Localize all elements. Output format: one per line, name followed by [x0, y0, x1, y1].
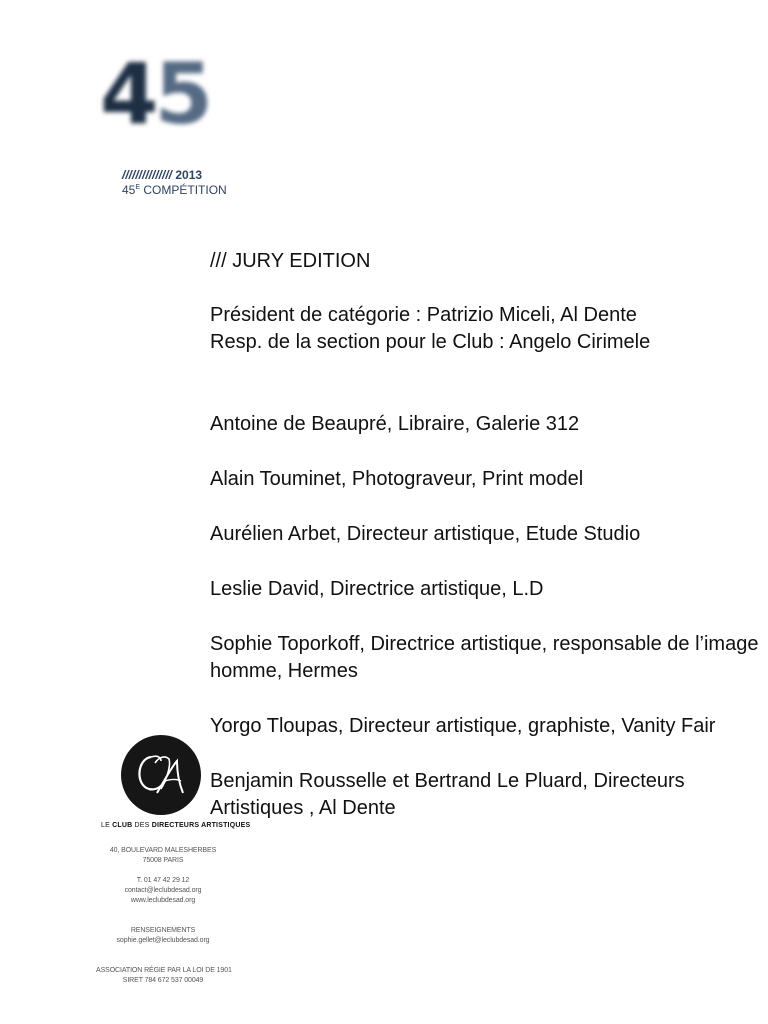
president-line: Président de catégorie : Patrizio Miceli, Al Dente — [210, 304, 637, 326]
club-website: www.leclubdesad.org — [130, 897, 196, 904]
club-name: LE CLUB DES DIRECTEURS ARTISTIQUES — [101, 822, 251, 829]
jury-member: Alain Touminet, Photograveur, Print model — [210, 468, 584, 490]
jury-member: Sophie Toporkoff, Directrice artistique, responsable de l’image homme, Hermes — [210, 633, 759, 682]
jury-member: Benjamin Rousselle et Bertrand Le Pluard, Directeurs Artistiques , Al Dente — [210, 770, 685, 819]
jury-member: Aurélien Arbet, Directeur artistique, Etude Studio — [210, 523, 641, 545]
page-title: /// JURY EDITION — [210, 250, 371, 272]
club-info: RENSEIGNEMENTS sophie.gellet@leclubdesad.org — [96, 926, 230, 946]
club-legal: ASSOCIATION RÉGIE PAR LA LOI DE 1901 SIRET 784 672 537 00049 — [96, 967, 232, 984]
cda-monogram-icon — [121, 735, 201, 815]
competition-number: 45 — [122, 183, 136, 197]
logo-digit-5: 5 — [154, 45, 209, 143]
responsible-line: Resp. de la section pour le Club : Angelo Cirimele — [210, 331, 651, 353]
jury-member: Antoine de Beaupré, Libraire, Galerie 312 — [210, 413, 580, 435]
info-email: sophie.gellet@leclubdesad.org — [116, 937, 210, 944]
club-address: 40, BOULEVARD MALESHERBES 75008 PARIS — [109, 847, 217, 864]
competition-line — [122, 183, 227, 197]
club-email: contact@leclubdesad.org — [124, 887, 202, 894]
year-line — [122, 168, 202, 182]
club-contact — [96, 876, 230, 906]
year: 2013 — [175, 168, 203, 182]
jury-content — [210, 248, 766, 822]
competition-logo-45 — [100, 45, 209, 143]
jury-member: Yorgo Tloupas, Directeur artistique, graphiste, Vanity Fair — [210, 715, 716, 737]
club-phone: T. 01 47 42 29 12 — [136, 877, 190, 884]
club-logo — [121, 735, 201, 815]
jury-member: Leslie David, Directrice artistique, L.D — [210, 578, 544, 600]
decorative-slashes: /////////////// — [122, 168, 173, 182]
competition-label: COMPÉTITION — [143, 183, 227, 197]
logo-digit-4: 4 — [100, 45, 155, 143]
competition-superscript: E — [135, 184, 141, 191]
